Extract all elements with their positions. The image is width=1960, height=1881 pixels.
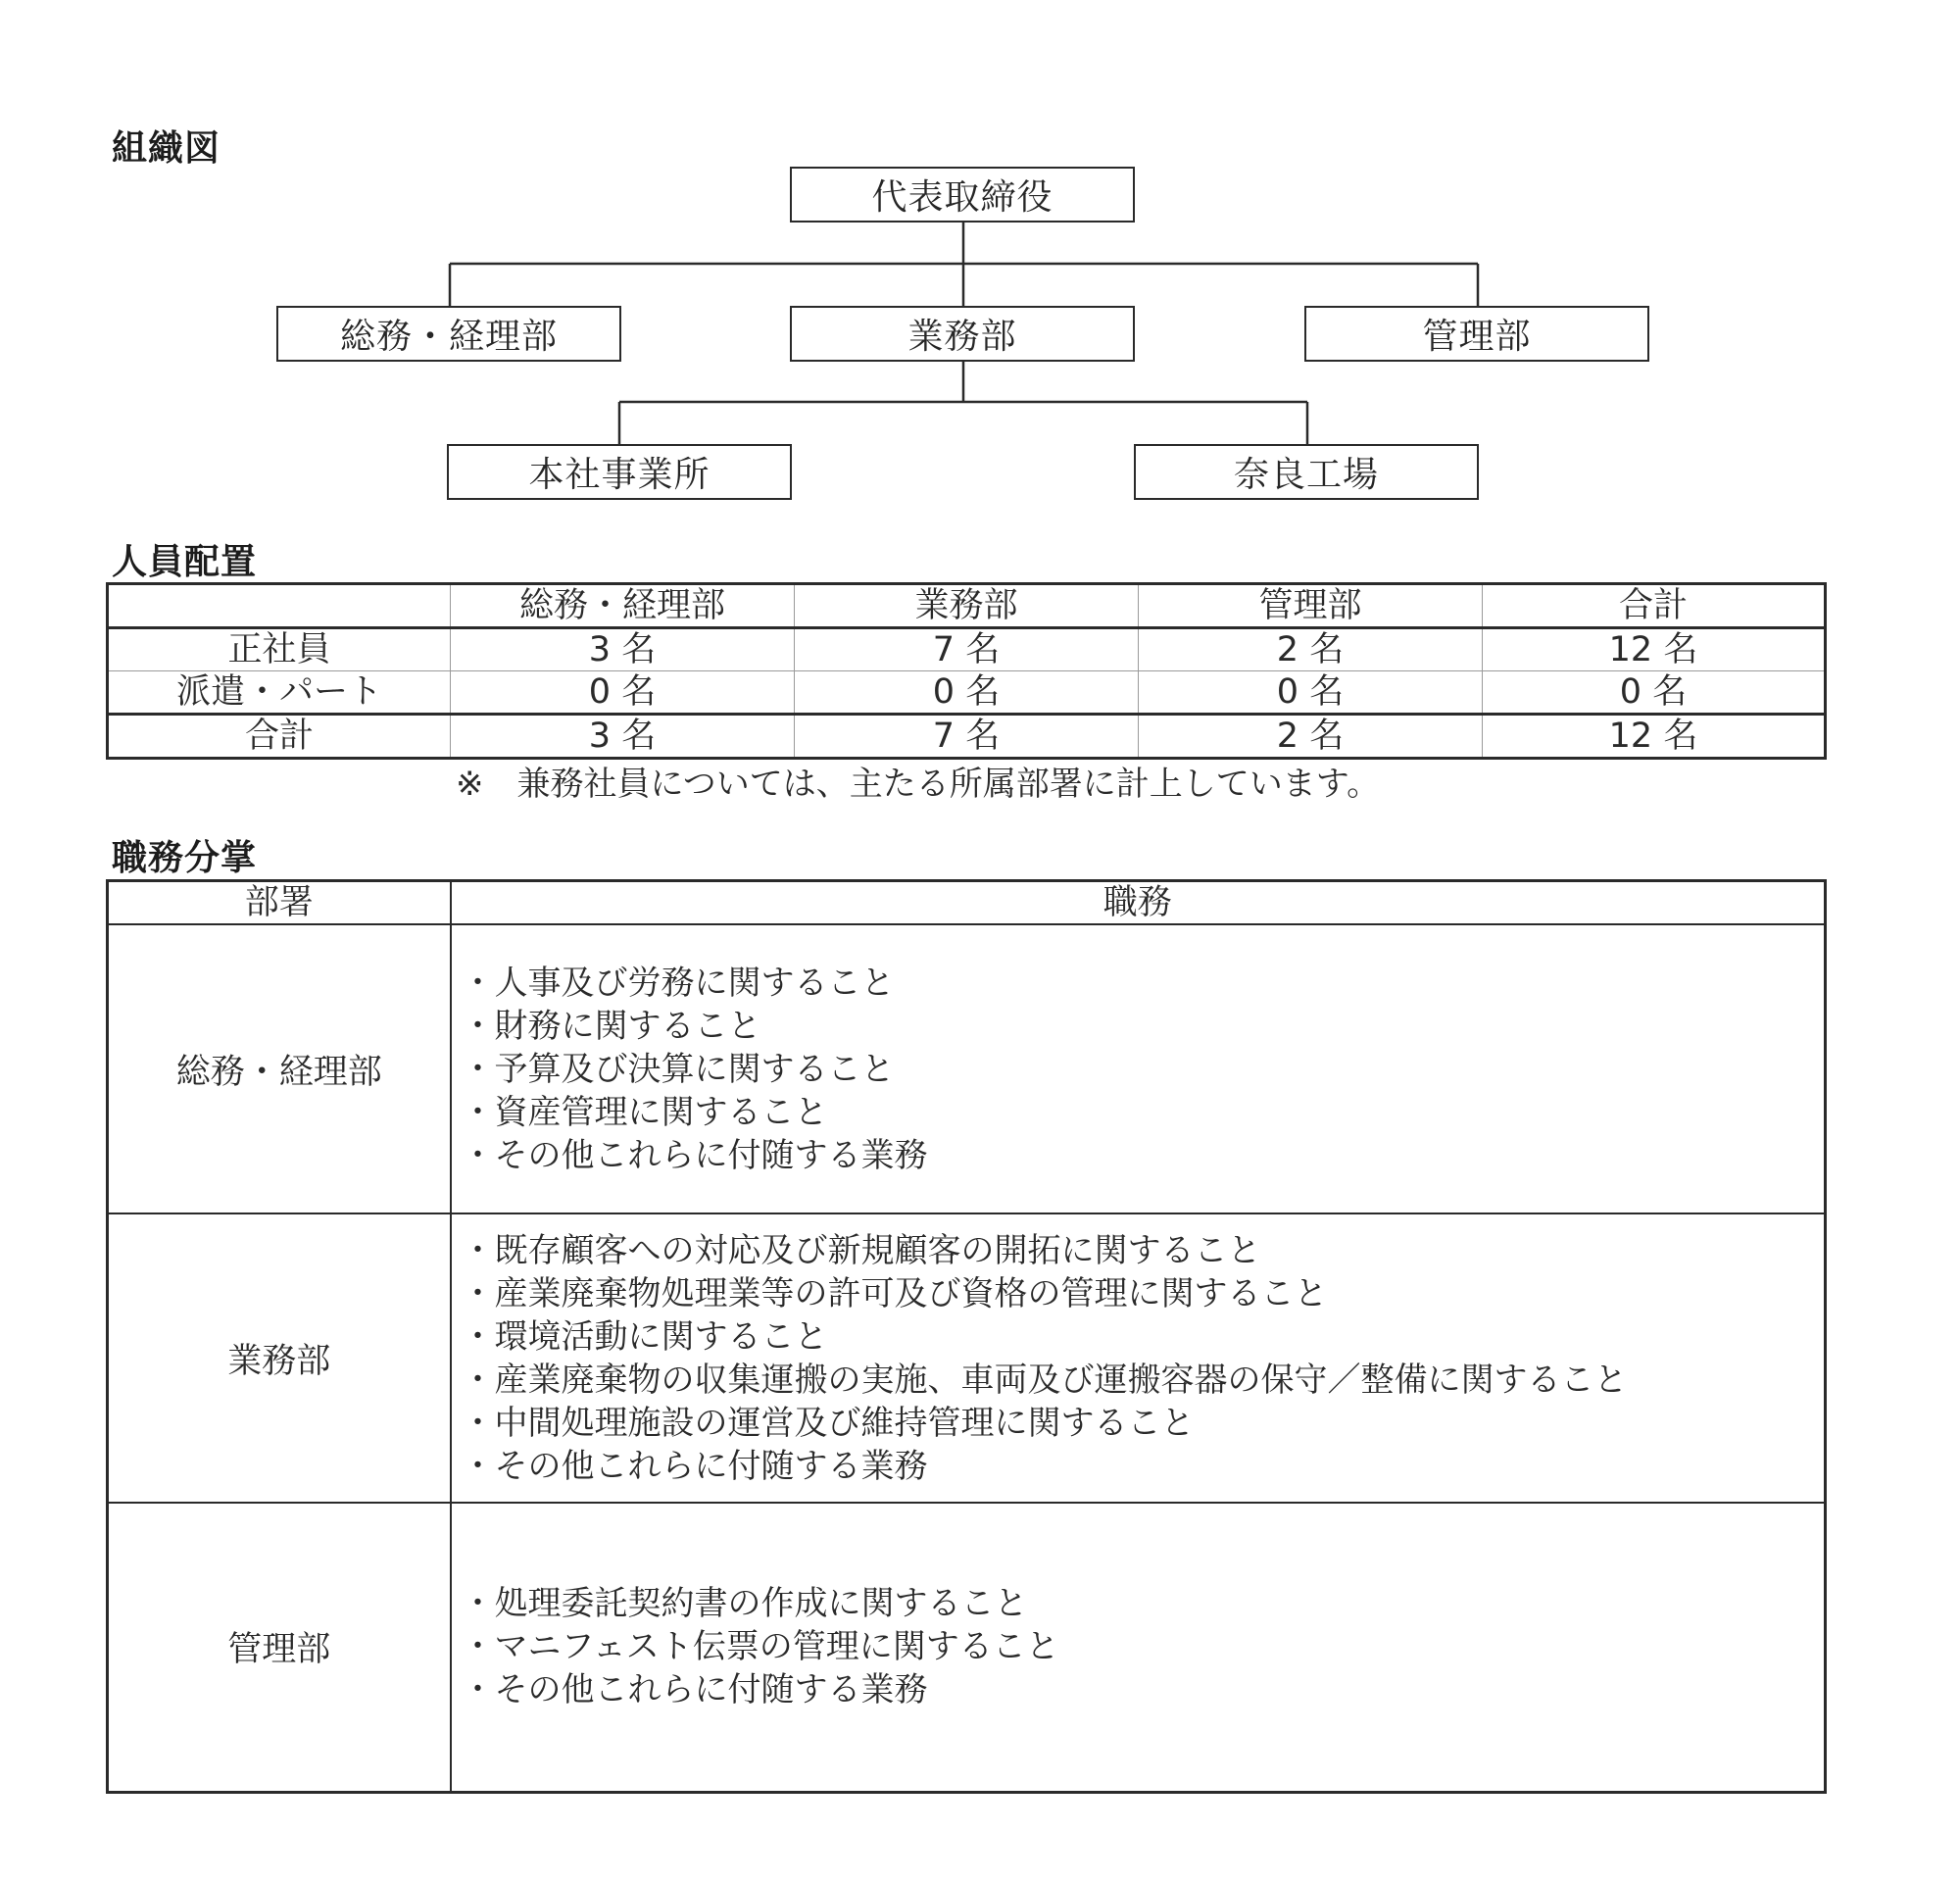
- duty-item: ・ 処理委託契約書の作成に関すること: [475, 1582, 1825, 1625]
- duties-list: [462, 1229, 1825, 1488]
- duties-header-duties: 職務: [451, 881, 1826, 925]
- duties-list-cell: [451, 1213, 1826, 1503]
- duties-row-operations: [108, 1213, 1826, 1503]
- duty-item: ・ その他これらに付随する業務: [475, 1134, 1825, 1177]
- staffing-cell: 7 名: [795, 628, 1139, 671]
- staffing-row-temp-parttime: [108, 671, 1826, 715]
- duty-item: ・ その他これらに付随する業務: [475, 1668, 1825, 1711]
- duties-header-dept: 部署: [108, 881, 451, 925]
- org-box-operations: 業務部: [790, 306, 1135, 362]
- org-box-nara-factory: 奈良工場: [1134, 444, 1479, 500]
- org-box-representative-director: 代表取締役: [790, 167, 1135, 223]
- staffing-header-cell: 総務・経理部: [451, 584, 795, 628]
- duties-list-cell: [451, 1503, 1826, 1792]
- duties-row-general-affairs: [108, 924, 1826, 1213]
- duties-dept-cell: 総務・経理部: [108, 924, 451, 1213]
- staffing-row-fulltime: [108, 628, 1826, 671]
- staffing-cell: 7 名: [795, 715, 1139, 759]
- duty-item: ・ マニフェスト伝票の管理に関すること: [475, 1625, 1825, 1668]
- staffing-note: ※ 兼務社員については、主たる所属部署に計上しています。: [456, 765, 1381, 804]
- duties-list: [462, 962, 1825, 1177]
- staffing-cell: 0 名: [1483, 671, 1826, 715]
- staffing-row-total: [108, 715, 1826, 759]
- staffing-cell: 0 名: [1139, 671, 1483, 715]
- org-chart-title: 組織図: [112, 128, 221, 169]
- staffing-title: 人員配置: [112, 542, 258, 582]
- staffing-row-label: 派遣・パート: [108, 671, 451, 715]
- duty-item: ・ 財務に関すること: [475, 1005, 1825, 1048]
- duty-item: ・ 既存顧客への対応及び新規顧客の開拓に関すること: [475, 1229, 1825, 1272]
- staffing-header-cell: 管理部: [1139, 584, 1483, 628]
- staffing-cell: 2 名: [1139, 628, 1483, 671]
- org-chart-connectors: [0, 0, 1960, 549]
- staffing-header-cell: [108, 584, 451, 628]
- duty-item: ・ 中間処理施設の運営及び維持管理に関すること: [475, 1402, 1825, 1445]
- staffing-header-row: [108, 584, 1826, 628]
- staffing-row-label: 合計: [108, 715, 451, 759]
- staffing-cell: 3 名: [451, 715, 795, 759]
- duties-list: [462, 1582, 1825, 1711]
- org-box-management: 管理部: [1304, 306, 1649, 362]
- staffing-cell: 12 名: [1483, 715, 1826, 759]
- staffing-cell: 12 名: [1483, 628, 1826, 671]
- staffing-cell: 3 名: [451, 628, 795, 671]
- duties-header-row: [108, 881, 1826, 925]
- staffing-cell: 2 名: [1139, 715, 1483, 759]
- org-box-head-office: 本社事業所: [447, 444, 792, 500]
- staffing-cell: 0 名: [451, 671, 795, 715]
- staffing-row-label: 正社員: [108, 628, 451, 671]
- duty-item: ・ 産業廃棄物処理業等の許可及び資格の管理に関すること: [475, 1272, 1825, 1315]
- duties-dept-cell: 業務部: [108, 1213, 451, 1503]
- staffing-header-cell: 合計: [1483, 584, 1826, 628]
- staffing-cell: 0 名: [795, 671, 1139, 715]
- duty-item: ・ 予算及び決算に関すること: [475, 1048, 1825, 1091]
- duty-item: ・ 資産管理に関すること: [475, 1091, 1825, 1134]
- duties-table: [106, 879, 1827, 1794]
- duties-title: 職務分掌: [112, 838, 258, 878]
- org-box-general-affairs: 総務・経理部: [276, 306, 621, 362]
- duty-item: ・ 人事及び労務に関すること: [475, 962, 1825, 1005]
- staffing-table: [106, 582, 1827, 760]
- duties-dept-cell: 管理部: [108, 1503, 451, 1792]
- duties-list-cell: [451, 924, 1826, 1213]
- duty-item: ・ 産業廃棄物の収集運搬の実施、車両及び運搬容器の保守／整備に関すること: [475, 1359, 1825, 1402]
- duty-item: ・ その他これらに付随する業務: [475, 1445, 1825, 1488]
- duties-row-management: [108, 1503, 1826, 1792]
- staffing-header-cell: 業務部: [795, 584, 1139, 628]
- duty-item: ・ 環境活動に関すること: [475, 1315, 1825, 1359]
